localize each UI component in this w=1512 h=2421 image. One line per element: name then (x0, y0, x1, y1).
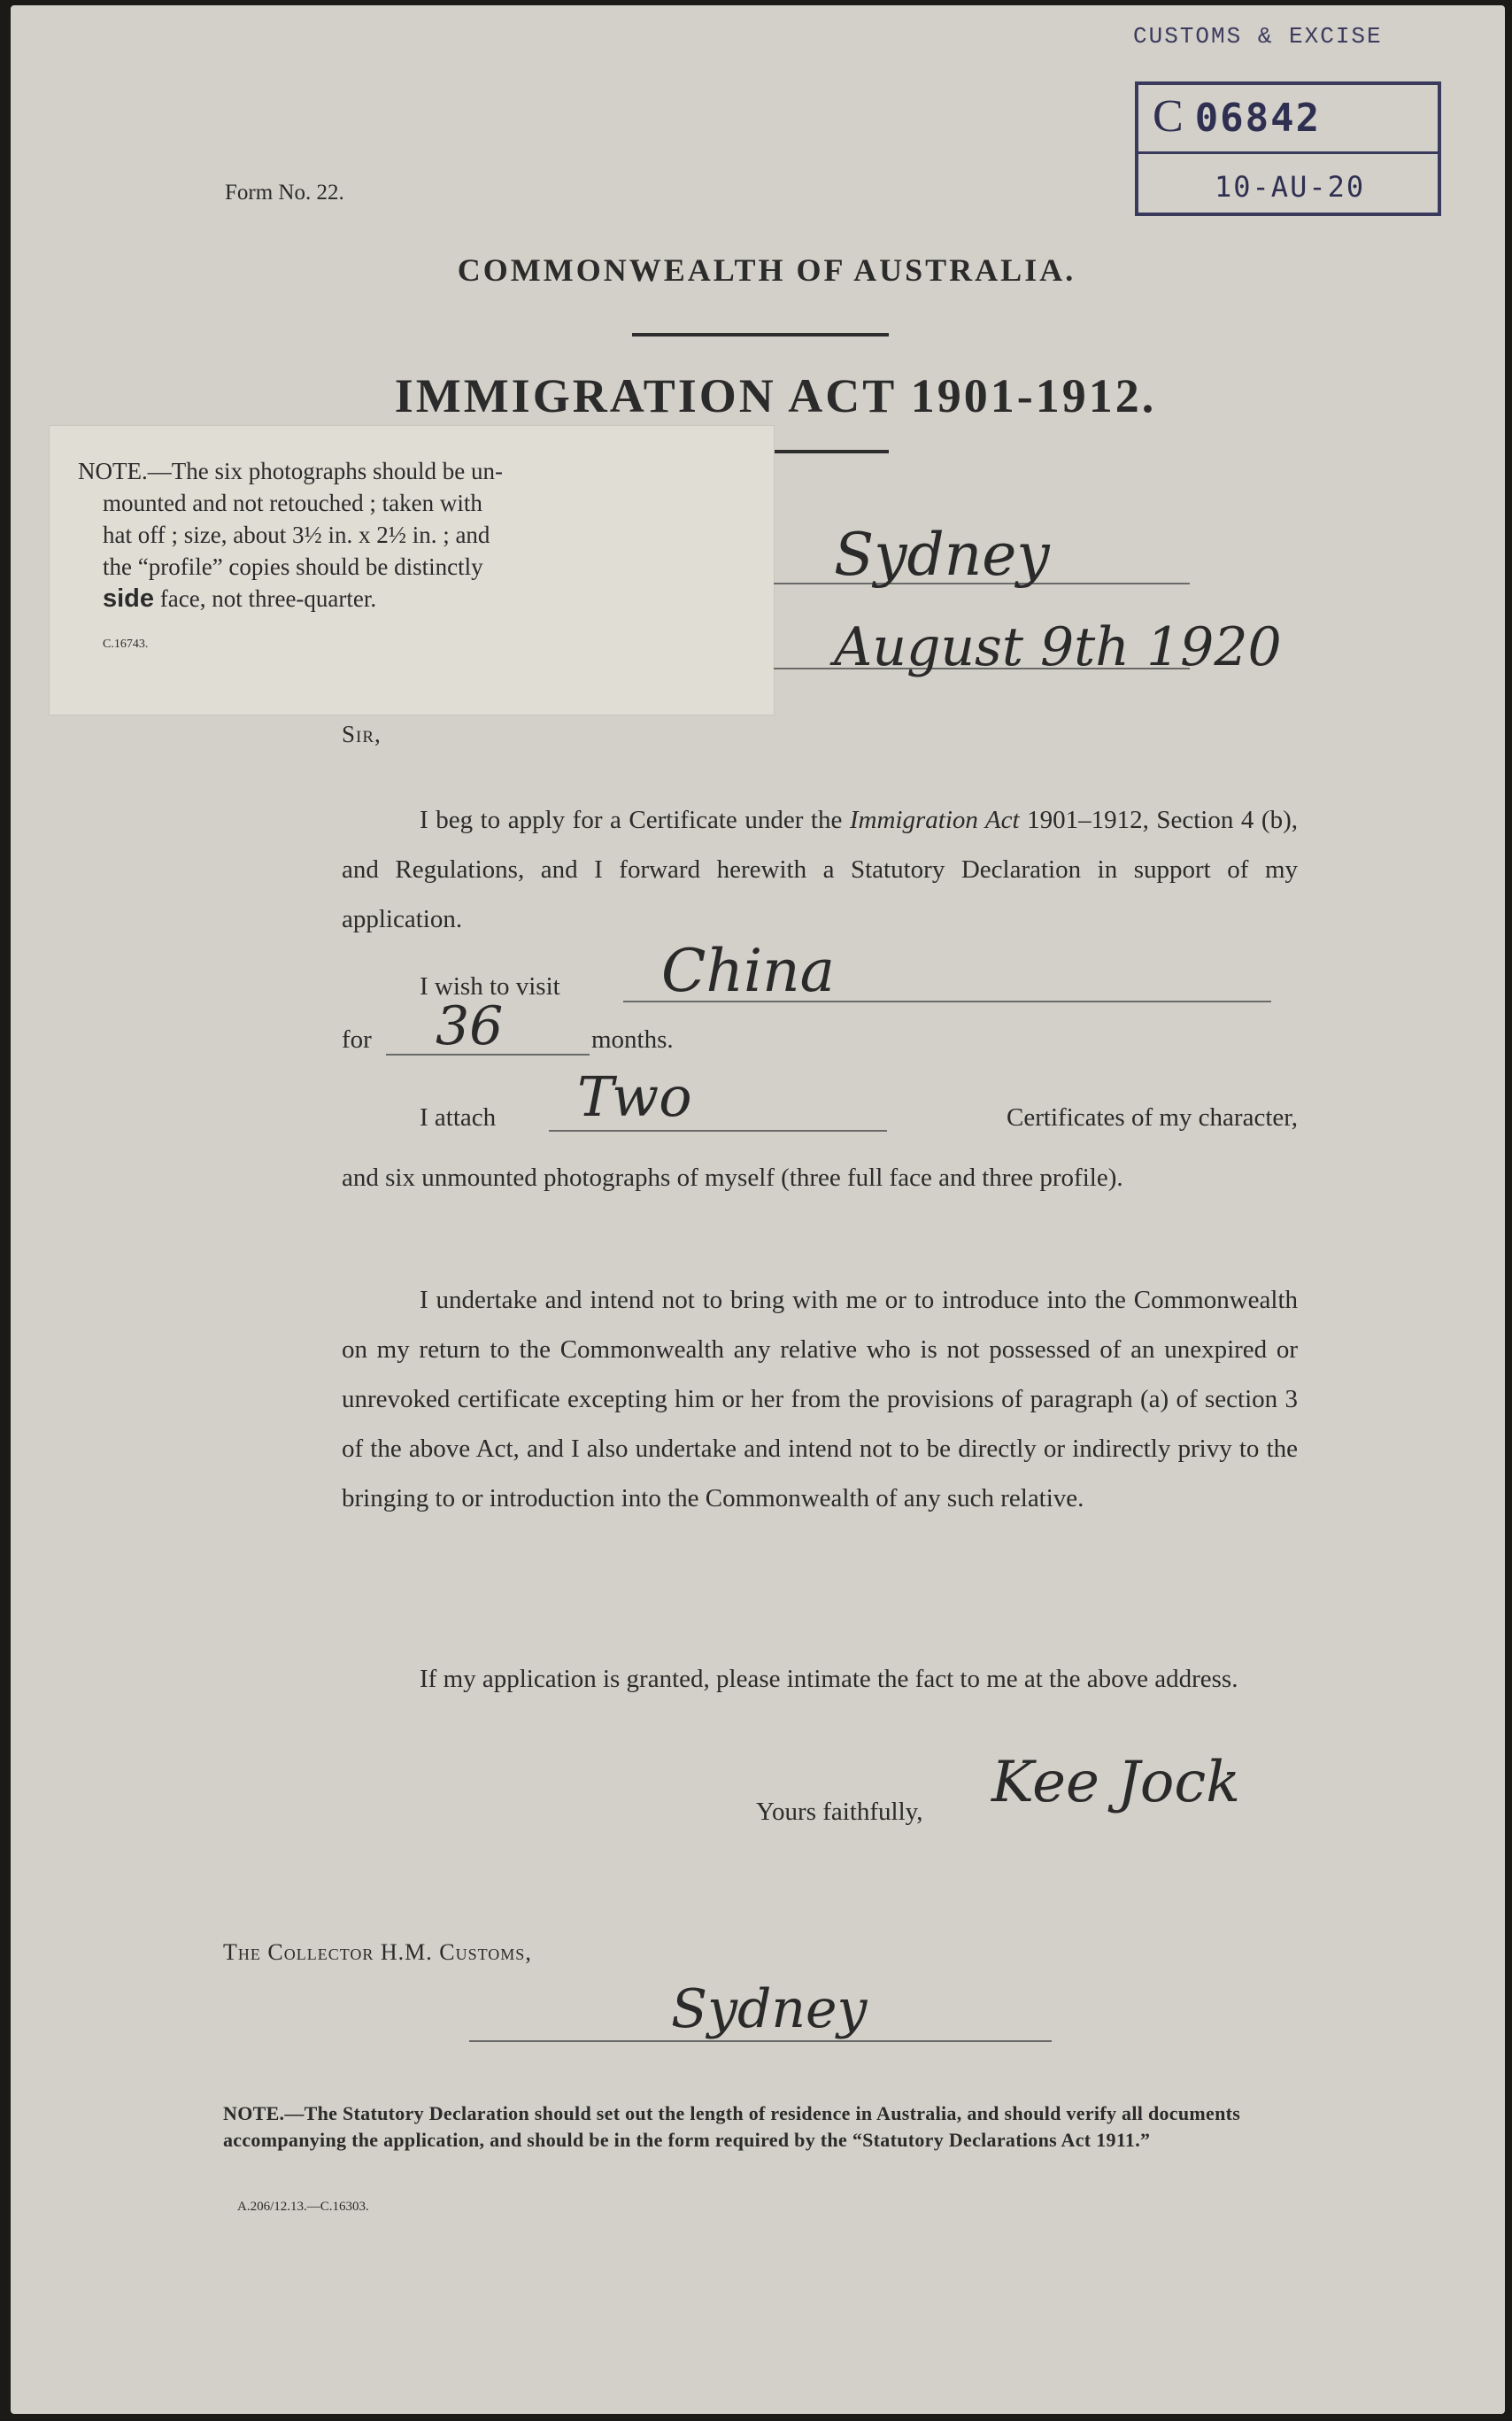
collector-line (469, 2040, 1052, 2042)
photo-note-line: NOTE.—The six photographs should be un- (78, 458, 503, 484)
heading-rule-top (632, 333, 889, 336)
application-paragraph (342, 795, 1298, 944)
months-label: months. (591, 1025, 674, 1054)
undertaking-paragraph: I undertake and intend not to bring with me or to introduce into the Commonwealth on my return to the Commonwealth any relative who is not possessed of an unexpired or unrevoked certificate excepting him or her from the provisions of paragraph (a) of section 3 of the above Act, and I also undertake and intend not to be directly or indirectly privy to the bringing to or introduction into the Commonwealth of any such relative. (342, 1286, 1298, 1512)
for-label: for (342, 1025, 372, 1054)
photo-note-line (87, 583, 742, 615)
country-heading: COMMONWEALTH OF AUSTRALIA. (457, 252, 1076, 288)
salutation: Sir, (342, 721, 382, 747)
visit-duration: 36 (436, 995, 504, 1057)
attach-label: I attach (420, 1103, 497, 1132)
collector-label: The Collector H.M. Customs, (223, 1939, 532, 1965)
form-number: Form No. 22. (225, 181, 344, 205)
act-heading: IMMIGRATION ACT 1901-1912. (394, 369, 1157, 422)
photo-note-bold: side (103, 584, 155, 613)
photo-note-code: C.16743. (103, 638, 149, 651)
photo-note-line: hat off ; size, about 3½ in. x 2½ in. ; and (103, 522, 490, 548)
attach-count: Two (577, 1064, 692, 1129)
visit-destination: China (661, 937, 835, 1005)
date-handwritten: August 9th 1920 (834, 616, 1282, 678)
document-page (11, 5, 1505, 2414)
form-code: A.206/12.13.—C.16303. (237, 2200, 369, 2214)
photo-note-line: mounted and not retouched ; taken with (103, 490, 482, 516)
para1-rest: 1901–1912, Section 4 (b), and Regulations, and I forward herewith a Statutory Declaration in support of my application. (342, 806, 1298, 933)
para1-lead: I beg to apply for a Certificate under the (420, 806, 850, 834)
para1-act-name: Immigration Act (849, 806, 1020, 834)
address-handwritten: Sydney (834, 521, 1050, 589)
signature: Kee Jock (991, 1750, 1240, 1815)
closing: Yours faithfully, (756, 1798, 923, 1826)
attach-continuation: and six unmounted photographs of myself (three full face and three profile). (342, 1164, 1123, 1192)
collector-place-handwritten: Sydney (671, 1978, 868, 2040)
granted-paragraph: If my application is granted, please intimate the fact to me at the above address. (420, 1665, 1238, 1693)
photo-note-rest: face, not three-quarter. (154, 585, 377, 612)
declaration-note: NOTE.—The Statutory Declaration should set out the length of residence in Australia, and should verify all documents accompanying the application, and should be in the form required by the “Statutory Declarations Act 1911.” (223, 2102, 1241, 2151)
stamp-date: 10-AU-20 (1215, 170, 1366, 204)
attach-line (549, 1130, 887, 1132)
stamp-office-text: CUSTOMS & EXCISE (1133, 23, 1383, 50)
visit-label: I wish to visit (420, 972, 560, 1001)
stamp-number: C 06842 (1153, 91, 1322, 142)
photo-note-text (78, 455, 742, 615)
attach-rest: Certificates of my character, (1007, 1103, 1298, 1132)
photo-note-line: the “profile” copies should be distinctly (103, 553, 483, 580)
